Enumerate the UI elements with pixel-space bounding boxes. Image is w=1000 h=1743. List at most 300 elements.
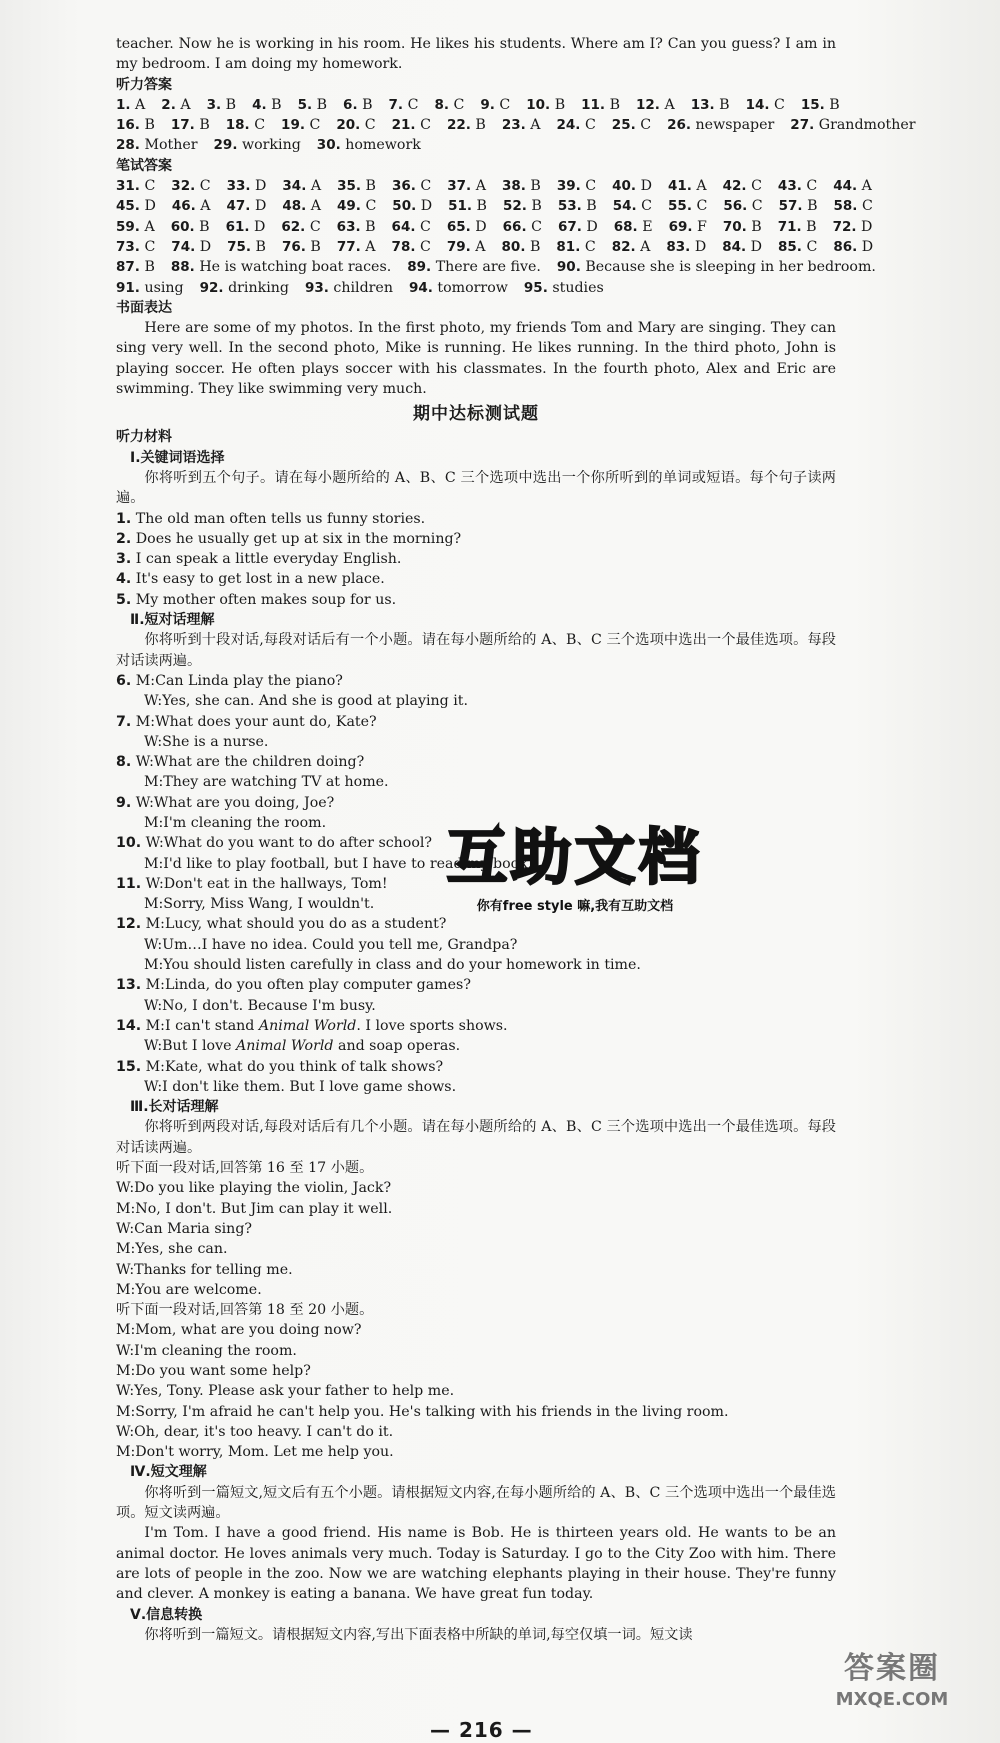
answer-item	[448, 196, 487, 216]
dialog-line: W:I'm cleaning the room.	[116, 1342, 297, 1359]
answer-number: 95.	[523, 279, 548, 296]
answer-number: 24.	[556, 117, 581, 134]
answer-item	[833, 237, 873, 257]
answer-number: 41.	[667, 178, 692, 195]
answer-item	[392, 237, 431, 257]
part4-passage: I'm Tom. I have a good friend. His name is Bob. He is thirteen years old. He wants to be an animal doctor. He loves animals very much. Today is Saturday. I go to the City Zoo with him. There are lots of people in the zoo. Now we are watching elephants playing in their house. They're funny and clever. A monkey is eating a banana. We have great fun today.	[116, 1525, 836, 1603]
answer-item	[669, 217, 707, 237]
answer-value: D	[254, 198, 267, 215]
dialog-text: M:I can't stand Animal World. I love sports shows.	[145, 1017, 508, 1034]
answer-item	[524, 278, 604, 298]
dialog-number: 8.	[116, 754, 132, 771]
dialog-text: W:Yes, she can. And she is good at playing it.	[144, 693, 469, 710]
answer-item	[779, 196, 818, 216]
listening-answer-list	[116, 95, 916, 156]
dialog-text: M:What does your aunt do, Kate?	[135, 713, 377, 730]
answer-item	[226, 115, 265, 135]
answer-item	[207, 95, 236, 115]
answer-value: C	[861, 198, 873, 215]
answer-row	[116, 237, 874, 257]
short-dialog	[116, 671, 836, 712]
answer-number: 26.	[667, 117, 692, 134]
answer-item	[116, 217, 155, 237]
answer-number: 83.	[666, 238, 691, 255]
answer-value: A	[365, 238, 376, 255]
dialog-text: W:No, I don't. Because I'm busy.	[144, 997, 376, 1014]
answer-item	[612, 237, 651, 257]
dialog-text: W:What are the children doing?	[135, 754, 365, 771]
answer-number: 69.	[668, 218, 693, 235]
answer-number: 3.	[206, 96, 222, 113]
answer-value: B	[719, 96, 730, 113]
answer-item	[252, 95, 281, 115]
answer-number: 4.	[252, 96, 267, 113]
answer-value: B	[271, 96, 282, 113]
answer-value: B	[310, 238, 321, 255]
answer-number: 65.	[446, 218, 471, 235]
answer-value: A	[861, 178, 872, 195]
answer-value: B	[475, 117, 486, 134]
answer-number: 70.	[722, 218, 747, 235]
answer-row	[116, 278, 836, 298]
answer-item	[392, 217, 431, 237]
answer-value: B	[362, 96, 373, 113]
dialog-line	[116, 1016, 836, 1036]
answer-value: B	[476, 198, 487, 215]
answer-value: Because she is sleeping in her bedroom.	[585, 259, 876, 276]
short-dialog	[116, 1016, 836, 1057]
answer-value: D	[640, 178, 652, 195]
part3-heading: Ⅲ.长对话理解	[130, 1099, 219, 1116]
answer-value: A	[310, 198, 321, 215]
dialog-text: W:But I love Animal World and soap operas.	[144, 1038, 461, 1055]
dialog-line	[116, 935, 836, 955]
answer-value: B	[807, 198, 818, 215]
answer-number: 14.	[745, 96, 770, 113]
answer-value: A	[200, 198, 211, 215]
answer-number: 12.	[636, 96, 660, 113]
answer-item	[556, 237, 595, 257]
answer-number: 54.	[612, 198, 637, 215]
answer-value: C	[419, 238, 431, 255]
answer-value: C	[499, 96, 511, 113]
dialog-text: M:Lucy, what should you do as a student?	[145, 916, 447, 933]
answer-value: E	[642, 218, 653, 235]
dialog-text: M:I'm cleaning the room.	[144, 814, 327, 831]
answer-number: 8.	[434, 96, 449, 113]
part1-item	[116, 509, 836, 529]
answer-row	[116, 196, 873, 216]
answer-item	[161, 95, 190, 115]
part1-item	[116, 569, 836, 589]
answer-item	[200, 278, 289, 298]
dialog-line	[116, 772, 836, 792]
answer-number: 32.	[171, 178, 196, 195]
answer-item	[336, 115, 375, 135]
answer-item	[668, 176, 707, 196]
answer-row	[116, 176, 872, 196]
answer-number: 6.	[343, 96, 358, 113]
answer-number: 35.	[337, 178, 362, 195]
answer-item	[305, 278, 393, 298]
dialog-line: M:No, I don't. But Jim can play it well.	[116, 1200, 393, 1217]
answer-item	[558, 217, 598, 237]
answer-number: 73.	[116, 238, 140, 255]
dialog-line: M:Sorry, I'm afraid he can't help you. He's talking with his friends in the living room.	[116, 1403, 729, 1420]
answer-value: D	[586, 218, 598, 235]
part2-instruction: 你将听到十段对话,每段对话后有一个小题。请在每小题所给的 A、B、C 三个选项中选出一个最佳选项。每段对话读两遍。	[116, 632, 836, 669]
corner-stamp	[822, 1649, 962, 1729]
part3-dialog2	[116, 1320, 836, 1462]
answer-value: B	[586, 198, 597, 215]
answer-value: B	[529, 238, 541, 255]
answer-value: B	[751, 218, 762, 235]
answer-item	[480, 95, 510, 115]
dialog-line	[116, 793, 836, 813]
answer-number: 74.	[171, 238, 196, 255]
answer-value: D	[199, 238, 212, 255]
answer-item	[502, 176, 541, 196]
answer-value: C	[585, 178, 597, 195]
dialog-number: 14.	[116, 1017, 142, 1034]
answer-number: 2.	[161, 96, 176, 113]
answer-number: 15.	[800, 96, 825, 113]
answer-number: 84.	[722, 238, 747, 255]
listening-material-heading: 听力材料	[116, 429, 172, 446]
answer-value: C	[453, 96, 465, 113]
answer-value: A	[144, 218, 155, 235]
item-text: My mother often makes soup for us.	[135, 591, 397, 608]
answer-item	[833, 176, 872, 196]
dialog-line	[116, 691, 836, 711]
part5-instruction: 你将听到一篇短文。请根据短文内容,写出下面表格中所缺的单词,每空仅填一词。短文读	[144, 1626, 693, 1643]
part1-instruction: 你将听到五个句子。请在每小题所给的 A、B、C 三个选项中选出一个你所听到的单词或短语。每个句子读两遍。	[116, 469, 836, 507]
answer-item	[214, 135, 301, 155]
answer-number: 27.	[790, 117, 815, 134]
watermark-title: 互助文档	[447, 823, 703, 893]
answer-value: C	[640, 117, 652, 134]
dialog-text: W:I don't like them. But I love game shows.	[144, 1078, 457, 1095]
answer-number: 59.	[116, 218, 140, 235]
answer-number: 53.	[557, 198, 582, 215]
answer-item	[746, 95, 785, 115]
answer-number: 88.	[170, 259, 195, 276]
answer-value: A	[664, 96, 675, 113]
answer-value: C	[751, 178, 762, 195]
answer-number: 21.	[391, 117, 416, 134]
page-number: — 216 —	[430, 1718, 533, 1742]
answer-item	[282, 237, 321, 257]
answer-value: A	[640, 238, 651, 255]
answer-value: D	[694, 238, 707, 255]
short-dialog	[116, 752, 836, 793]
answer-number: 55.	[668, 198, 692, 215]
answer-value: B	[199, 117, 210, 134]
answer-item	[503, 196, 542, 216]
dialog-line	[116, 1057, 836, 1077]
answer-number: 78.	[391, 238, 416, 255]
item-number: 1.	[116, 510, 132, 527]
answer-number: 77.	[336, 238, 361, 255]
dialog-line	[116, 732, 836, 752]
part1-heading: Ⅰ.关键词语选择	[130, 449, 225, 466]
dialog-line	[116, 712, 836, 732]
dialog-line: M:Mom, what are you doing now?	[116, 1322, 362, 1339]
answer-item	[227, 176, 267, 196]
answer-number: 91.	[116, 279, 140, 296]
answer-item	[778, 237, 817, 257]
answer-item	[116, 95, 145, 115]
answer-number: 18.	[225, 117, 250, 134]
answer-item	[282, 176, 321, 196]
answer-item	[502, 115, 541, 135]
dialog-number: 10.	[116, 835, 142, 852]
answer-item	[281, 115, 320, 135]
short-dialog	[116, 914, 836, 975]
answer-number: 13.	[690, 96, 715, 113]
answer-row	[116, 135, 836, 155]
answer-value: He is watching boat races.	[199, 259, 392, 276]
answer-value: B	[530, 178, 541, 195]
answer-value: D	[420, 198, 433, 215]
answer-item	[337, 176, 376, 196]
answer-item	[337, 237, 376, 257]
answer-item	[281, 217, 320, 237]
writing-paragraph: Here are some of my photos. In the first photo, my friends Tom and Mary are singing. They can sing very well. In the second photo, Mike is running. He likes running. In the third photo, John is playing soccer. He often plays soccer with his classmates. In the fourth photo, Alex and Eric are swimming. They like swimming very much.	[116, 320, 836, 398]
answer-number: 5.	[297, 96, 313, 113]
answer-value: C	[420, 117, 431, 134]
answer-value: C	[696, 198, 708, 215]
dialog-text: W:Don't eat in the hallways, Tom!	[145, 875, 388, 892]
part1-item-list	[116, 509, 836, 610]
dialog-number: 6.	[116, 672, 132, 689]
part1-item	[116, 529, 836, 549]
answer-number: 82.	[611, 238, 636, 255]
part3-dialog1	[116, 1178, 836, 1300]
answer-number: 87.	[116, 259, 140, 276]
answer-value: B	[144, 117, 155, 134]
answer-number: 48.	[282, 198, 307, 215]
answer-item	[834, 196, 873, 216]
answer-number: 75.	[227, 238, 252, 255]
answer-number: 60.	[170, 218, 195, 235]
answer-value: C	[364, 117, 376, 134]
answer-item	[668, 196, 707, 216]
answer-number: 51.	[448, 198, 473, 215]
answer-value: There are five.	[435, 259, 541, 276]
answer-item	[282, 196, 321, 216]
answer-number: 57.	[778, 198, 803, 215]
answer-value: B	[255, 238, 266, 255]
answer-value: children	[333, 279, 393, 296]
answer-item	[171, 176, 210, 196]
answer-item	[447, 115, 486, 135]
answer-item	[298, 95, 327, 115]
dialog-text: M:Linda, do you often play computer games?	[145, 977, 471, 994]
answer-number: 72.	[832, 218, 857, 235]
answer-value: tomorrow	[437, 279, 508, 296]
answer-item	[116, 278, 184, 298]
answer-item	[503, 217, 542, 237]
item-text: The old man often tells us funny stories.	[135, 510, 426, 527]
answer-row	[116, 95, 840, 115]
answer-value: Mother	[144, 137, 198, 154]
watermark-slogan: 你有free style 嘛,我有互助文档	[476, 899, 674, 914]
answer-value: A	[530, 117, 541, 134]
answer-number: 47.	[226, 198, 251, 215]
answer-number: 76.	[281, 238, 306, 255]
answer-item	[172, 196, 211, 216]
answer-number: 30.	[316, 137, 341, 154]
answer-number: 20.	[336, 117, 361, 134]
answer-item	[409, 278, 508, 298]
answer-value: D	[750, 238, 763, 255]
dialog-text: W:She is a nurse.	[144, 733, 269, 750]
answer-item	[526, 95, 565, 115]
answer-item	[392, 196, 432, 216]
answer-number: 34.	[282, 178, 307, 195]
answer-value: C	[584, 238, 596, 255]
answer-value: D	[861, 218, 873, 235]
item-number: 2.	[116, 530, 132, 547]
answer-value: homework	[345, 137, 421, 154]
answer-item	[116, 115, 155, 135]
answer-item	[801, 95, 840, 115]
dialog-line: M:Yes, she can.	[116, 1241, 228, 1258]
answer-item	[227, 237, 266, 257]
short-dialog	[116, 712, 836, 753]
answer-item	[447, 176, 486, 196]
answer-number: 44.	[833, 178, 858, 195]
answer-item	[612, 115, 651, 135]
answer-value: C	[407, 96, 419, 113]
answer-item	[581, 95, 620, 115]
answer-number: 90.	[556, 259, 581, 276]
answer-number: 64.	[391, 218, 416, 235]
answer-value: B	[225, 96, 237, 113]
watermark	[425, 818, 725, 916]
answer-number: 92.	[199, 279, 224, 296]
answer-value: B	[829, 96, 840, 113]
writing-heading: 书面表达	[116, 299, 172, 316]
answer-value: C	[309, 117, 321, 134]
answer-item	[317, 135, 421, 155]
answer-value: A	[475, 178, 486, 195]
item-text: It's easy to get lost in a new place.	[135, 571, 385, 588]
item-number: 4.	[116, 571, 132, 588]
answer-number: 46.	[171, 198, 196, 215]
answer-number: 80.	[501, 238, 526, 255]
item-text: I can speak a little everyday English.	[135, 551, 402, 568]
dialog-text: W:What are you doing, Joe?	[135, 794, 335, 811]
part4-heading: Ⅳ.短文理解	[130, 1464, 207, 1481]
answer-item	[557, 257, 876, 277]
answer-item	[790, 115, 915, 135]
answer-item	[116, 196, 156, 216]
answer-number: 89.	[407, 259, 432, 276]
answer-item	[558, 196, 597, 216]
answer-item	[337, 196, 376, 216]
answer-number: 85.	[778, 238, 802, 255]
answer-number: 66.	[502, 218, 527, 235]
answer-number: 22.	[446, 117, 471, 134]
part4-instruction: 你将听到一篇短文,短文后有五个小题。请根据短文内容,在每小题所给的 A、B、C 三个选项中选出一个最佳选项。短文读两遍。	[116, 1484, 836, 1522]
answer-value: A	[475, 238, 486, 255]
answer-value: B	[609, 96, 620, 113]
answer-number: 40.	[612, 178, 637, 195]
dialog-line: M:Do you want some help?	[116, 1363, 311, 1379]
part2-heading: Ⅱ.短对话理解	[130, 612, 215, 629]
answer-number: 58.	[833, 198, 858, 215]
answer-value: C	[531, 218, 542, 235]
answer-item	[116, 257, 155, 277]
part5-heading: Ⅴ.信息转换	[130, 1606, 203, 1623]
answer-item	[392, 176, 431, 196]
answer-value: C	[641, 198, 653, 215]
answer-number: 42.	[722, 178, 747, 195]
answer-item	[116, 176, 155, 196]
answer-value: C	[199, 178, 211, 195]
answer-number: 7.	[388, 96, 404, 113]
answer-value: D	[254, 218, 266, 235]
answer-row	[116, 115, 916, 135]
answer-value: F	[697, 218, 707, 235]
listening-answers-heading: 听力答案	[116, 76, 172, 93]
part1-item	[116, 549, 836, 569]
answer-item	[667, 115, 774, 135]
answer-number: 56.	[723, 198, 748, 215]
answer-item	[666, 237, 706, 257]
dialog-text: W:What do you want to do after school?	[145, 835, 433, 852]
answer-value: A	[310, 178, 322, 195]
dialog-line: W:Oh, dear, it's too heavy. I can't do it.	[116, 1423, 394, 1440]
dialog-line	[116, 955, 836, 975]
answer-number: 62.	[281, 218, 306, 235]
dialog-text: M:Can Linda play the piano?	[135, 672, 343, 689]
answer-number: 79.	[446, 238, 471, 255]
answer-item	[557, 176, 596, 196]
answer-number: 28.	[116, 137, 140, 154]
answer-value: D	[144, 198, 156, 215]
dialog-line	[116, 996, 836, 1016]
answer-item	[723, 196, 762, 216]
dialog-line: M:You are welcome.	[116, 1281, 262, 1298]
answer-item	[392, 115, 431, 135]
dialog-number: 7.	[116, 713, 132, 730]
answer-item	[116, 135, 198, 155]
dialog-number: 12.	[116, 916, 142, 933]
answer-number: 11.	[581, 96, 606, 113]
item-number: 3.	[116, 551, 132, 568]
answer-item	[502, 237, 541, 257]
answer-value: using	[144, 279, 184, 296]
dialog-number: 15.	[116, 1058, 142, 1075]
part3-instruction: 你将听到两段对话,每段对话后有几个小题。请在每小题所给的 A、B、C 三个选项中选出一个最佳选项。每段对话读两遍。	[116, 1119, 836, 1156]
answer-item	[226, 217, 266, 237]
answer-number: 17.	[170, 117, 195, 134]
item-number: 5.	[116, 591, 132, 608]
answer-value: newspaper	[695, 117, 775, 134]
answer-item	[691, 95, 730, 115]
answer-value: B	[199, 218, 210, 235]
answer-number: 68.	[613, 218, 638, 235]
answer-item	[778, 217, 817, 237]
dialog-line: W:Can Maria sing?	[116, 1220, 253, 1237]
answer-value: drinking	[228, 279, 289, 296]
answer-value: C	[309, 218, 321, 235]
answer-item	[723, 217, 762, 237]
dialog-line	[116, 1036, 836, 1056]
